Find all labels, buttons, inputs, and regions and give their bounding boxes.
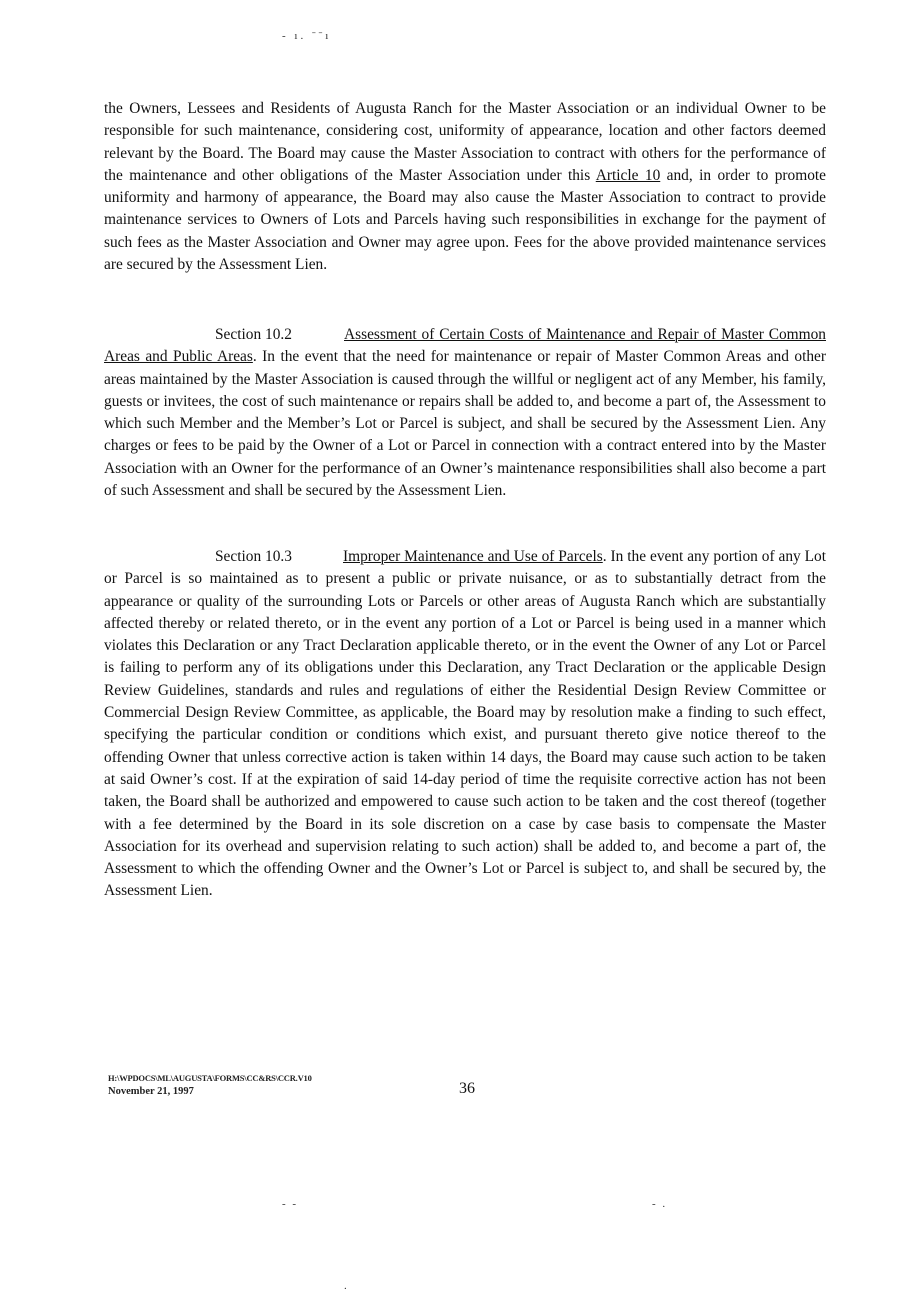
section-number: Section 10.3 — [215, 548, 292, 565]
footer-file-path: H:\WPDOCS\ML\AUGUSTA\FORMS\CC&RS\CCR.V10 — [108, 1073, 312, 1083]
paragraph-text: the Owners, Lessees and Residents of Augusta Ranch for the Master Association or an individual Owner to be responsible for such maintenance, considering cost, uniformity of appearance, location and other factors deemed relevant by the Board. The Board may cause the Master Association to contract with others for the performance of the maintenance and other obligations of the Master Association under this — [104, 100, 826, 184]
section-body: In the event that the need for maintenance or repair of Master Common Areas and other areas maintained by the Master Association is caused through the willful or negligent act of any Member, his family, guests or invitees, the cost of such maintenance or repairs shall be added to, and become a part of, the Assessment to which such Member and the Member’s Lot or Parcel is subject, and shall be secured by the Assessment Lien. Any charges or fees to be paid by the Owner of a Lot or Parcel in connection with a contract entered into by the Master Association with an Owner for the performance of an Owner’s maintenance responsibilities shall also become a part of such Assessment and shall be secured by the Assessment Lien. — [104, 348, 827, 500]
paragraph-continuation — [104, 98, 826, 276]
scan-artifact-bottom-dot: . — [344, 1280, 348, 1292]
section-heading-period: . — [602, 548, 607, 565]
section-heading: Assessment of Certain Costs of Maintenance and Repair of Master Common Areas and Public Areas — [104, 326, 826, 366]
page-number: 36 — [459, 1080, 475, 1097]
scan-artifact-top: - ı. ˉˉı — [282, 30, 332, 42]
paragraph-text: and, in order to promote uniformity and harmony of appearance, the Board may also cause the Master Association to contract to provide maintenance services to Owners of Lots and Parcels having such responsibilities in exchange for the payment of such fees as the Master Association and Owner may agree upon. Fees for the above provided maintenance services are secured by the Assessment Lien. — [104, 166, 827, 274]
article-10-reference: Article 10 — [595, 166, 661, 184]
section-heading-period: . — [252, 348, 257, 366]
section-10-3 — [104, 546, 826, 903]
section-10-2 — [104, 324, 826, 502]
section-body: In the event any portion of any Lot or Parcel is so maintained as to present a public or private nuisance, or as to substantially detract from the appearance or quality of the surrounding Lots or Parcels or other areas of Augusta Ranch which are substantially affected thereby or related thereto, or in the event any portion of a Lot or Parcel is being used in a manner which violates this Declaration or any Tract Declaration applicable thereto, or in the event the Owner of any Lot or Parcel is failing to perform any of its obligations under this Declaration, any Tract Declaration or the applicable Design Review Guidelines, standards and rules and regulations of either the Residential Design Review Committee or Commercial Design Review Committee, as applicable, the Board may by resolution make a finding to such effect, specifying the particular condition or conditions which exist, and pursuant thereto give notice thereof to the offending Owner that unless corrective action is taken within 14 days, the Board may cause such action to be taken at said Owner’s cost. If at the expiration of said 14-day period of time the requisite corrective action has not been taken, the Board shall be authorized and empowered to cause such action to be taken and the cost thereof (together with a fee determined by the Board in its sole discretion on a case by case basis to compensate the Master Association for its overhead and supervision relating to such action) shall be added to, and become a part of, the Assessment to which the offending Owner and the Owner’s Lot or Parcel is subject to, and shall be secured by, the Assessment Lien. — [104, 548, 826, 900]
section-heading: Improper Maintenance and Use of Parcels — [343, 548, 603, 565]
section-number: Section 10.2 — [215, 326, 292, 343]
footer-date: November 21, 1997 — [108, 1086, 194, 1097]
scan-artifact-bottom-left: - - — [282, 1198, 299, 1210]
scan-artifact-bottom-right: - . — [652, 1198, 668, 1210]
